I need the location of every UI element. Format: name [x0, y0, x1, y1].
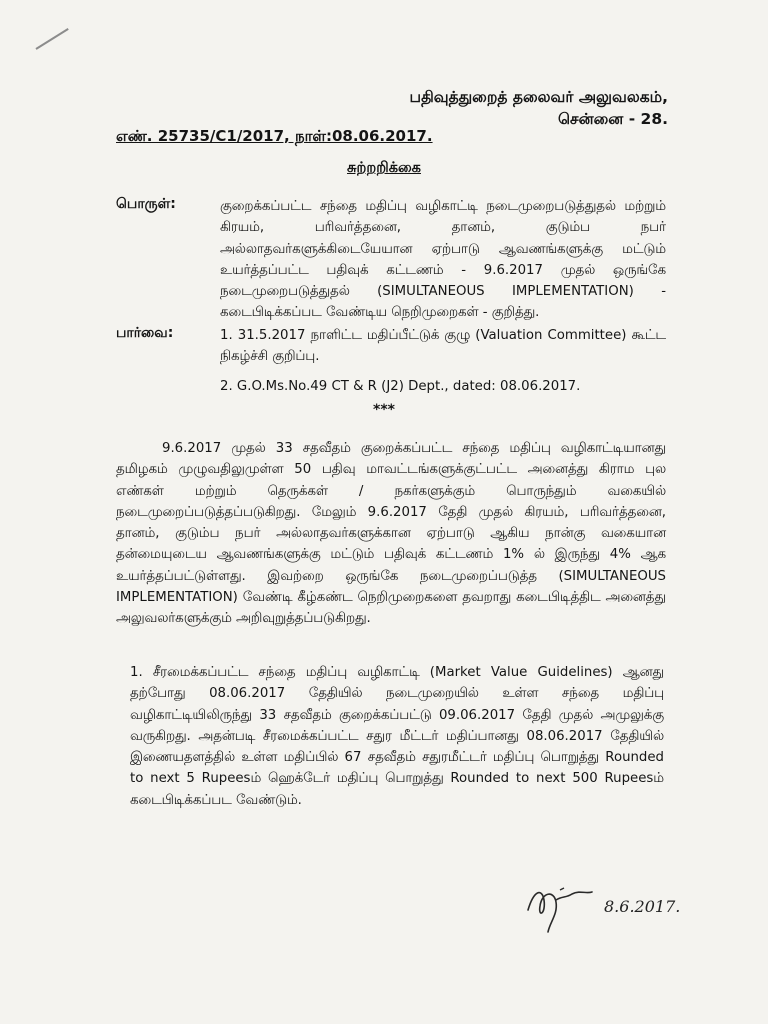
office-city: சென்னை - 28.: [557, 110, 668, 128]
handwritten-signature: [520, 870, 710, 940]
references-list: [220, 325, 666, 405]
document-title: சுற்றறிக்கை: [347, 160, 421, 176]
paragraph-guideline-1: 1. சீரமைக்கப்பட்ட சந்தை மதிப்பு வழிகாட்டி (Market Value Guidelines) ஆனது தற்போது 08.06.2017 தேதியில் நடைமுறையில் உள்ள சந்தை மதிப்பு வழிகாட்டியிலிருந்து 33 சதவீதம் குறைக்கப்பட்டு 09.06.2017 தேதி முதல் அமுலுக்கு வருகிறது. அதன்படி சீரமைக்கப்பட்ட சதுர மீட்டர் மதிப்பானது 08.06.2017 தேதியில் இணையதளத்தில் உள்ள மதிப்பில் 67 சதவீதம் சதுரமீட்டர் மதிப்பு பொறுத்து Rounded to next 5 Rupeesம் ஹெக்டேர் மதிப்பு பொறுத்து Rounded to next 500 Rupeesம் கடைபிடிக்கப்பட வேண்டும்.: [130, 665, 664, 808]
reference-number: எண். 25735/C1/2017, நாள்:08.06.2017.: [116, 127, 433, 145]
signature-date: 8.6.2017.: [604, 897, 681, 916]
section-separator: ***: [373, 402, 395, 418]
references-label: பார்வை:: [116, 325, 174, 341]
office-address: [410, 86, 668, 130]
reference-item: 1. 31.5.2017 நாளிட்ட மதிப்பீட்டுக் குழு (Valuation Committee) கூட்ட நிகழ்ச்சி குறிப்பு.: [220, 328, 666, 365]
office-name: பதிவுத்துறைத் தலைவர் அலுவலகம்,: [409, 88, 668, 106]
paragraph-intro: 9.6.2017 முதல் 33 சதவீதம் குறைக்கப்பட்ட சந்தை மதிப்பு வழிகாட்டியானது தமிழகம் முழுவதிலுமுள்ள 50 பதிவு மாவட்டங்களுக்குட்பட்ட அனைத்து கிராம புல எண்கள் மற்றும் தெருக்கள் / நகர்களுக்கும் பொருந்தும் வகையில் நடைமுறைப்படுத்தப்படுகிறது. மேலும் 9.6.2017 தேதி முதல் கிரயம், பரிவர்த்தனை, தானம், குடும்ப நபர் அல்லாதவர்களுக்கான ஏற்பாடு ஆகிய நான்கு வகையான தன்மையுடைய ஆவணங்களுக்கு மட்டும் பதிவுக் கட்டணம் 1% ல் இருந்து 4% ஆக உயர்த்தப்பட்டுள்ளது. இவற்றை ஒருங்கே நடைமுறைப்படுத்த (SIMULTANEOUS IMPLEMENTATION) வேண்டி கீழ்கண்ட நெறிமுறைகளை தவறாது கடைபிடித்திட அனைத்து அலுவலர்களுக்கும் அறிவுறுத்தப்படுகிறது.: [116, 441, 666, 627]
reference-item: 2. G.O.Ms.No.49 CT & R (J2) Dept., dated: 08.06.2017.: [220, 378, 581, 394]
pen-mark: [35, 28, 68, 50]
subject-text: குறைக்கப்பட்ட சந்தை மதிப்பு வழிகாட்டி நடைமுறைபடுத்துதல் மற்றும் கிரயம், பரிவர்த்தனை, தானம், குடும்ப நபர் அல்லாதவர்களுக்கிடையேயான ஏற்பாடு ஆவணங்களுக்கு மட்டும் உயர்த்தப்பட்ட பதிவுக் கட்டணம் - 9.6.2017 முதல் ஒருங்கே நடைமுறைபடுத்துதல் (SIMULTANEOUS IMPLEMENTATION) - கடைபிடிக்கப்பட வேண்டிய நெறிமுறைகள் - குறித்து.: [220, 199, 666, 321]
subject-label: பொருள்:: [116, 196, 176, 212]
